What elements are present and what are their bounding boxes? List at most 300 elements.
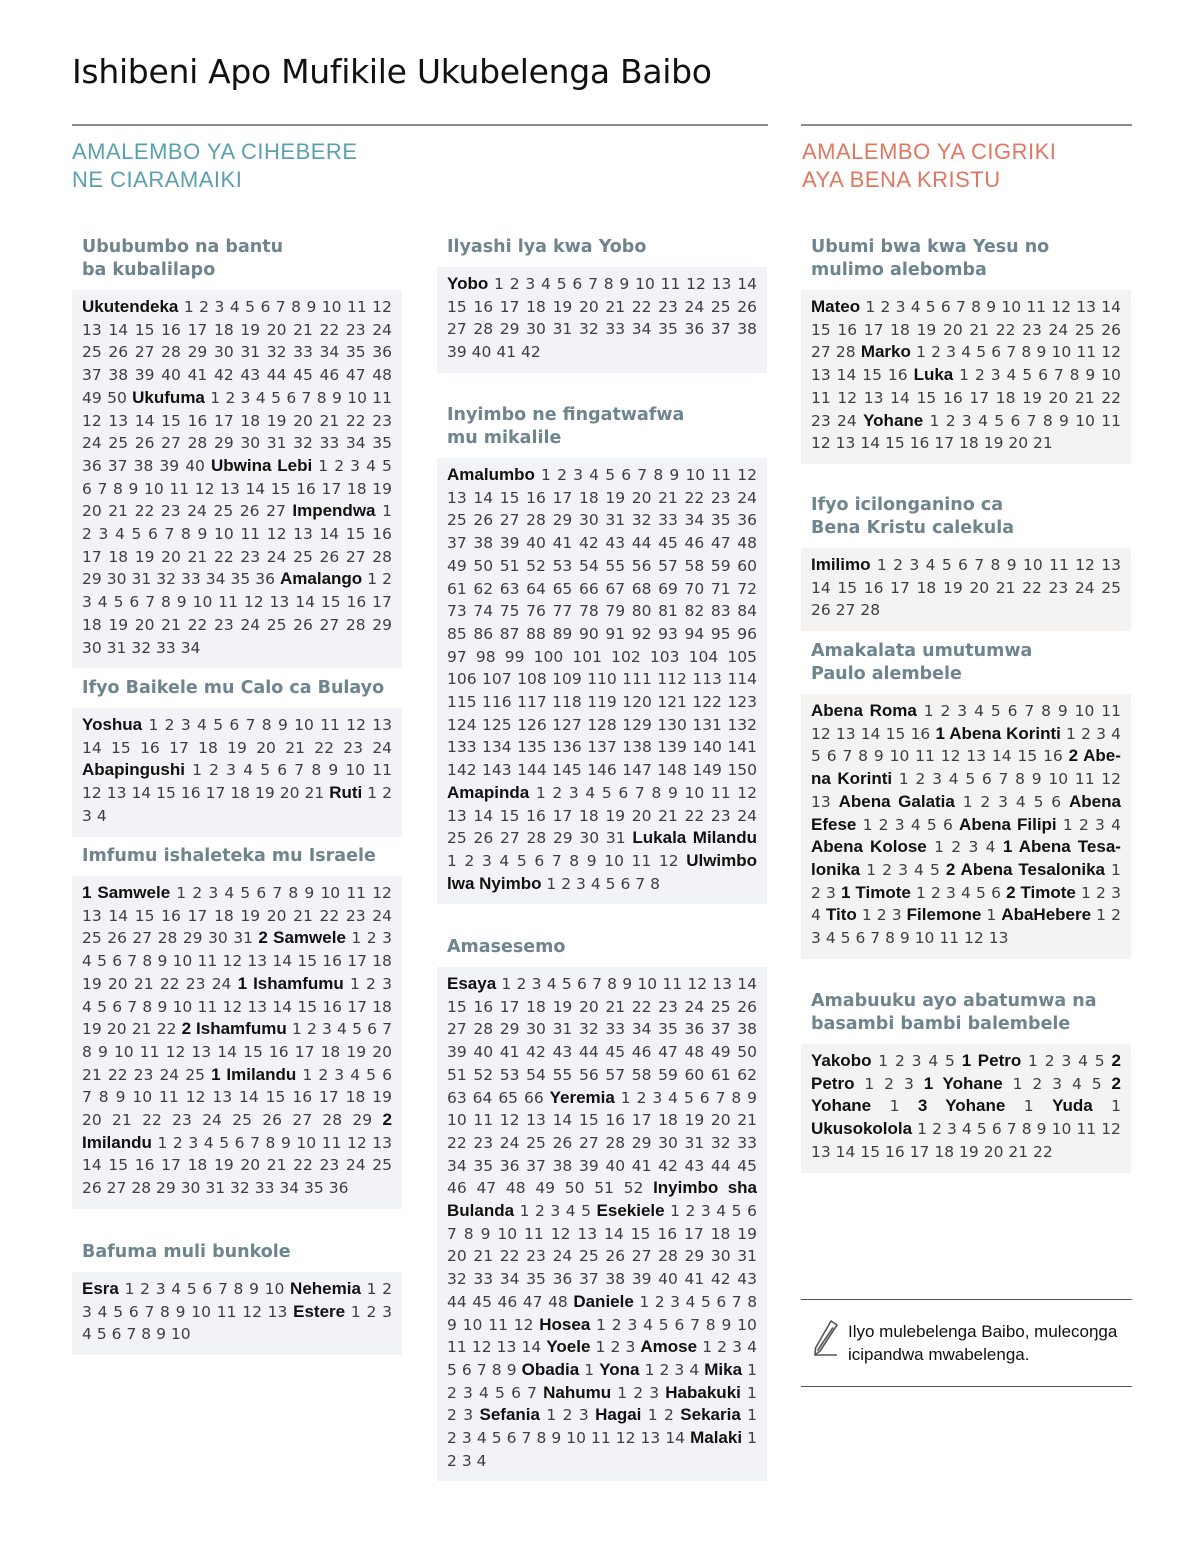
chapter-number[interactable]: 20: [161, 547, 181, 566]
chapter-number[interactable]: 9: [667, 783, 678, 802]
chapter-number[interactable]: 5: [990, 702, 1001, 720]
chapter-number[interactable]: 148: [657, 761, 687, 780]
chapter-number[interactable]: 72: [737, 579, 758, 598]
chapter-number[interactable]: 13: [835, 434, 856, 453]
chapter-number[interactable]: 7: [870, 929, 881, 948]
chapter-number[interactable]: 43: [240, 366, 261, 385]
chapter-number[interactable]: 59: [710, 556, 731, 575]
chapter-number[interactable]: 11: [320, 716, 340, 734]
chapter-number[interactable]: 9: [480, 1224, 491, 1243]
chapter-number[interactable]: 19: [605, 806, 626, 825]
chapter-number[interactable]: 18: [959, 434, 979, 453]
chapter-number[interactable]: 21: [82, 1065, 102, 1084]
chapter-number[interactable]: 6: [202, 1280, 213, 1298]
chapter-number[interactable]: 10: [172, 952, 193, 971]
chapter-number[interactable]: 36: [684, 320, 705, 339]
chapter-number[interactable]: 11: [372, 388, 393, 407]
chapter-number[interactable]: 31: [205, 1179, 226, 1198]
chapter-number[interactable]: 13: [988, 929, 1009, 948]
chapter-number[interactable]: 50: [107, 388, 127, 407]
chapter-number[interactable]: 14: [295, 593, 315, 612]
chapter-number[interactable]: 111: [622, 670, 652, 689]
chapter-number[interactable]: 109: [552, 670, 582, 689]
chapter-number[interactable]: 1: [617, 1383, 628, 1402]
chapter-number[interactable]: 3: [1052, 1074, 1063, 1093]
chapter-number[interactable]: 1: [670, 1202, 680, 1221]
chapter-number[interactable]: 1: [878, 1052, 889, 1070]
chapter-number[interactable]: 2: [382, 1280, 393, 1298]
chapter-number[interactable]: 4: [643, 1315, 653, 1334]
chapter-number[interactable]: 39: [447, 1043, 467, 1062]
chapter-number[interactable]: 12: [1101, 343, 1122, 362]
chapter-number[interactable]: 17: [161, 1156, 181, 1175]
chapter-number[interactable]: 43: [605, 534, 626, 553]
chapter-number[interactable]: 3: [82, 1302, 92, 1321]
chapter-number[interactable]: 9: [128, 479, 139, 498]
chapter-number[interactable]: 116: [482, 693, 512, 712]
chapter-number[interactable]: 84: [737, 602, 758, 621]
chapter-number[interactable]: 20: [293, 411, 313, 430]
chapter-number[interactable]: 37: [526, 1156, 546, 1175]
chapter-number[interactable]: 2: [516, 975, 527, 993]
chapter-number[interactable]: 36: [372, 343, 393, 362]
chapter-number[interactable]: 3: [463, 1383, 473, 1402]
chapter-number[interactable]: 93: [658, 624, 678, 643]
chapter-number[interactable]: 45: [605, 1043, 626, 1062]
chapter-number[interactable]: 10: [132, 1088, 153, 1107]
chapter-number[interactable]: 5: [976, 1120, 987, 1139]
chapter-number[interactable]: 21: [473, 1247, 494, 1266]
chapter-number[interactable]: 3: [226, 761, 237, 780]
chapter-number[interactable]: 3: [1061, 1052, 1072, 1070]
chapter-number[interactable]: 42: [213, 366, 234, 385]
chapter-number[interactable]: 4: [350, 1065, 361, 1084]
chapter-number[interactable]: 6: [534, 851, 545, 870]
chapter-number[interactable]: 47: [710, 534, 731, 553]
chapter-number[interactable]: 25: [185, 1065, 205, 1084]
chapter-number[interactable]: 4: [476, 1429, 487, 1448]
chapter-number[interactable]: 107: [482, 670, 512, 689]
chapter-number[interactable]: 5: [240, 884, 251, 902]
chapter-number[interactable]: 8: [705, 1315, 716, 1334]
chapter-number[interactable]: 12: [1075, 556, 1095, 574]
chapter-number[interactable]: 17: [890, 578, 910, 597]
chapter-number[interactable]: 3: [649, 1383, 660, 1402]
chapter-number[interactable]: 10: [296, 1133, 317, 1152]
chapter-number[interactable]: 2: [931, 883, 941, 902]
chapter-number[interactable]: 7: [1006, 343, 1017, 362]
chapter-number[interactable]: 19: [916, 320, 937, 339]
chapter-number[interactable]: 15: [156, 784, 176, 803]
chapter-number[interactable]: 4: [1006, 366, 1017, 385]
chapter-number[interactable]: 12: [243, 593, 264, 612]
chapter-number[interactable]: 16: [296, 479, 316, 498]
chapter-number[interactable]: 35: [345, 343, 366, 362]
chapter-number[interactable]: 9: [1036, 1120, 1047, 1139]
chapter-number[interactable]: 7: [637, 466, 648, 484]
chapter-number[interactable]: 18: [187, 1156, 208, 1175]
chapter-number[interactable]: 9: [176, 593, 187, 612]
chapter-number[interactable]: 3: [573, 466, 583, 484]
chapter-number[interactable]: 64: [472, 1088, 493, 1107]
chapter-number[interactable]: 15: [447, 297, 467, 316]
chapter-number[interactable]: 4: [479, 1383, 489, 1402]
chapter-number[interactable]: 58: [684, 556, 705, 575]
chapter-number[interactable]: 20: [372, 1042, 392, 1061]
chapter-number[interactable]: 28: [161, 343, 181, 362]
chapter-number[interactable]: 7: [164, 525, 175, 544]
chapter-number[interactable]: 19: [684, 1111, 705, 1130]
chapter-number[interactable]: 5: [581, 1202, 592, 1221]
chapter-number[interactable]: 19: [552, 297, 573, 316]
chapter-number[interactable]: 23: [1022, 320, 1042, 339]
chapter-number[interactable]: 1: [367, 784, 378, 803]
chapter-number[interactable]: 17: [909, 1142, 930, 1161]
chapter-number[interactable]: 147: [622, 761, 652, 780]
chapter-number[interactable]: 4: [961, 883, 971, 902]
chapter-number[interactable]: 15: [885, 434, 905, 453]
chapter-number[interactable]: 7: [588, 275, 598, 293]
chapter-number[interactable]: 30: [578, 511, 599, 530]
chapter-number[interactable]: 21: [1074, 388, 1095, 407]
chapter-number[interactable]: 47: [658, 1043, 678, 1062]
chapter-number[interactable]: 4: [366, 456, 376, 475]
chapter-number[interactable]: 34: [447, 1156, 467, 1175]
chapter-number[interactable]: 7: [1053, 366, 1064, 385]
chapter-number[interactable]: 1: [494, 275, 504, 293]
chapter-number[interactable]: 24: [684, 297, 705, 316]
chapter-number[interactable]: 3: [82, 806, 92, 825]
chapter-number[interactable]: 3: [568, 783, 579, 802]
chapter-number[interactable]: 26: [319, 547, 340, 566]
chapter-number[interactable]: 29: [372, 615, 393, 634]
chapter-number[interactable]: 28: [860, 601, 881, 620]
chapter-number[interactable]: 33: [254, 1179, 275, 1198]
chapter-number[interactable]: 4: [171, 1280, 182, 1298]
chapter-number[interactable]: 9: [331, 388, 342, 407]
chapter-number[interactable]: 9: [619, 275, 630, 293]
chapter-number[interactable]: 133: [447, 738, 477, 757]
chapter-number[interactable]: 22: [1022, 578, 1042, 597]
chapter-number[interactable]: 6: [256, 884, 267, 902]
chapter-number[interactable]: 24: [372, 906, 393, 925]
chapter-number[interactable]: 15: [916, 388, 937, 407]
chapter-number[interactable]: 1: [915, 883, 926, 902]
chapter-number[interactable]: 41: [187, 366, 208, 385]
chapter-number[interactable]: 4: [197, 716, 207, 734]
chapter-number[interactable]: 7: [635, 874, 646, 893]
chapter-number[interactable]: 29: [684, 1247, 705, 1266]
chapter-number[interactable]: 64: [526, 579, 546, 598]
chapter-number[interactable]: 2: [664, 1406, 674, 1425]
chapter-number[interactable]: 96: [737, 624, 758, 643]
chapter-number[interactable]: 6: [991, 1120, 1002, 1139]
chapter-number[interactable]: 13: [191, 1042, 212, 1061]
chapter-number[interactable]: 16: [187, 411, 208, 430]
chapter-number[interactable]: 18: [346, 479, 367, 498]
chapter-number[interactable]: 36: [82, 456, 102, 475]
chapter-number[interactable]: 34: [631, 320, 652, 339]
chapter-number[interactable]: 25: [710, 997, 731, 1016]
chapter-number[interactable]: 23: [345, 320, 366, 339]
chapter-number[interactable]: 4: [925, 556, 936, 574]
chapter-number[interactable]: 8: [1021, 343, 1032, 362]
chapter-number[interactable]: 8: [651, 783, 662, 802]
chapter-number[interactable]: 31: [233, 929, 253, 948]
chapter-number[interactable]: 27: [835, 601, 856, 620]
chapter-number[interactable]: 22: [134, 502, 155, 521]
chapter-number[interactable]: 4: [948, 770, 959, 789]
chapter-number[interactable]: 12: [372, 298, 392, 316]
chapter-number[interactable]: 5: [516, 851, 527, 870]
chapter-number[interactable]: 1: [183, 298, 194, 316]
chapter-number[interactable]: 26: [605, 1247, 626, 1266]
chapter-number[interactable]: 26: [239, 502, 260, 521]
chapter-number[interactable]: 37: [447, 534, 467, 553]
chapter-number[interactable]: 8: [141, 1325, 152, 1344]
chapter-number[interactable]: 4: [985, 838, 996, 857]
chapter-number[interactable]: 11: [218, 593, 238, 612]
chapter-number[interactable]: 36: [328, 1179, 349, 1198]
chapter-number[interactable]: 13: [267, 1302, 288, 1321]
chapter-number[interactable]: 66: [578, 579, 599, 598]
chapter-number[interactable]: 3: [946, 343, 957, 362]
chapter-number[interactable]: 16: [180, 784, 201, 803]
chapter-number[interactable]: 49: [535, 1179, 556, 1198]
chapter-number[interactable]: 28: [473, 1020, 494, 1039]
chapter-number[interactable]: 9: [669, 466, 680, 484]
chapter-number[interactable]: 3: [550, 1202, 561, 1221]
chapter-number[interactable]: 28: [526, 511, 546, 530]
chapter-number[interactable]: 13: [863, 388, 884, 407]
chapter-number[interactable]: 1: [192, 761, 202, 780]
chapter-number[interactable]: 27: [447, 320, 467, 339]
chapter-number[interactable]: 15: [499, 488, 520, 507]
chapter-number[interactable]: 1: [986, 906, 997, 925]
chapter-number[interactable]: 5: [1033, 792, 1044, 811]
chapter-number[interactable]: 101: [572, 647, 603, 666]
chapter-number[interactable]: 4: [974, 702, 984, 720]
chapter-number[interactable]: 2: [447, 1406, 457, 1425]
chapter-number[interactable]: 23: [343, 738, 364, 757]
chapter-number[interactable]: 11: [372, 761, 393, 780]
chapter-number[interactable]: 18: [108, 547, 129, 566]
chapter-number[interactable]: 29: [552, 829, 573, 848]
chapter-number[interactable]: 21: [304, 784, 325, 803]
chapter-number[interactable]: 40: [471, 343, 492, 362]
chapter-number[interactable]: 1: [367, 570, 378, 589]
chapter-number[interactable]: 26: [108, 343, 129, 362]
chapter-number[interactable]: 33: [605, 320, 626, 339]
chapter-number[interactable]: 7: [1006, 1120, 1017, 1139]
chapter-number[interactable]: 17: [683, 1224, 704, 1243]
chapter-number[interactable]: 7: [956, 298, 966, 316]
chapter-number[interactable]: 1: [1111, 860, 1121, 879]
chapter-number[interactable]: 38: [473, 534, 494, 553]
chapter-number[interactable]: 13: [835, 724, 856, 743]
chapter-number[interactable]: 5: [366, 1065, 377, 1084]
chapter-number[interactable]: 2: [940, 702, 951, 720]
chapter-number[interactable]: 6: [234, 1133, 245, 1152]
chapter-number[interactable]: 78: [578, 602, 599, 621]
chapter-number[interactable]: 3: [903, 1074, 914, 1093]
chapter-number[interactable]: 31: [737, 1247, 758, 1266]
chapter-number[interactable]: 3: [998, 792, 1009, 811]
chapter-number[interactable]: 22: [107, 1065, 128, 1084]
chapter-number[interactable]: 3: [214, 298, 225, 316]
chapter-number[interactable]: 17: [372, 593, 392, 612]
chapter-number[interactable]: 12: [687, 975, 708, 993]
chapter-number[interactable]: 5: [495, 1383, 505, 1402]
chapter-number[interactable]: 58: [631, 1065, 652, 1084]
chapter-number[interactable]: 1: [1028, 1052, 1038, 1070]
chapter-number[interactable]: 29: [213, 434, 234, 453]
chapter-number[interactable]: 50: [564, 1179, 585, 1198]
chapter-number[interactable]: 12: [372, 884, 392, 902]
chapter-number[interactable]: 27: [292, 1111, 313, 1130]
chapter-number[interactable]: 25: [578, 1247, 599, 1266]
chapter-number[interactable]: 5: [97, 952, 107, 971]
chapter-number[interactable]: 63: [499, 579, 520, 598]
chapter-number[interactable]: 13: [447, 806, 467, 825]
chapter-number[interactable]: 52: [526, 556, 546, 575]
chapter-number[interactable]: 19: [552, 997, 573, 1016]
chapter-number[interactable]: 71: [710, 579, 731, 598]
chapter-number[interactable]: 82: [684, 602, 705, 621]
chapter-number[interactable]: 12: [1101, 770, 1122, 789]
chapter-number[interactable]: 48: [548, 1292, 568, 1311]
chapter-number[interactable]: 12: [346, 716, 366, 734]
chapter-number[interactable]: 23: [710, 806, 731, 825]
chapter-number[interactable]: 23: [345, 906, 366, 925]
chapter-number[interactable]: 27: [106, 1179, 127, 1198]
chapter-number[interactable]: 28: [526, 829, 547, 848]
chapter-number[interactable]: 36: [499, 1156, 520, 1175]
chapter-number[interactable]: 11: [447, 1338, 467, 1357]
chapter-number[interactable]: 26: [107, 929, 127, 948]
chapter-number[interactable]: 8: [82, 1042, 92, 1061]
chapter-number[interactable]: 26: [811, 601, 831, 620]
chapter-number[interactable]: 41: [684, 1270, 705, 1289]
chapter-number[interactable]: 1: [501, 975, 512, 993]
chapter-number[interactable]: 16: [161, 906, 181, 925]
chapter-number[interactable]: 33: [319, 434, 340, 453]
chapter-number[interactable]: 23: [160, 502, 181, 521]
chapter-number[interactable]: 12: [615, 1429, 636, 1448]
chapter-number[interactable]: 3: [240, 388, 251, 407]
chapter-number[interactable]: 27: [499, 829, 520, 848]
chapter-number[interactable]: 13: [247, 997, 268, 1016]
chapter-number[interactable]: 12: [550, 1224, 571, 1243]
chapter-number[interactable]: 2: [140, 1280, 150, 1298]
chapter-number[interactable]: 1: [584, 1360, 595, 1379]
chapter-number[interactable]: 22: [631, 997, 652, 1016]
chapter-number[interactable]: 21: [605, 297, 626, 316]
chapter-number[interactable]: 3: [578, 1406, 589, 1425]
chapter-number[interactable]: 59: [658, 1065, 678, 1084]
chapter-number[interactable]: 15: [1017, 747, 1038, 766]
chapter-number[interactable]: 18: [710, 1224, 731, 1243]
chapter-number[interactable]: 37: [710, 320, 731, 339]
chapter-number[interactable]: 40: [473, 1043, 494, 1062]
chapter-number[interactable]: 9: [747, 1088, 758, 1107]
chapter-number[interactable]: 3: [700, 1202, 711, 1221]
chapter-number[interactable]: 13: [577, 1224, 598, 1243]
chapter-number[interactable]: 35: [710, 511, 731, 530]
chapter-number[interactable]: 9: [1057, 702, 1068, 720]
chapter-number[interactable]: 6: [942, 815, 953, 834]
chapter-number[interactable]: 12: [222, 952, 243, 971]
chapter-number[interactable]: 1: [747, 1406, 758, 1425]
chapter-number[interactable]: 88: [526, 624, 546, 643]
chapter-number[interactable]: 7: [527, 1383, 537, 1402]
chapter-number[interactable]: 1: [351, 929, 362, 948]
chapter-number[interactable]: 18: [320, 1042, 341, 1061]
chapter-number[interactable]: 6: [148, 525, 158, 544]
chapter-number[interactable]: 2: [633, 1383, 644, 1402]
chapter-number[interactable]: 37: [107, 456, 128, 475]
chapter-number[interactable]: 7: [521, 1429, 532, 1448]
chapter-number[interactable]: 9: [1031, 770, 1042, 789]
chapter-number[interactable]: 1: [865, 298, 876, 316]
chapter-number[interactable]: 16: [473, 997, 494, 1016]
chapter-number[interactable]: 51: [594, 1179, 614, 1198]
chapter-number[interactable]: 46: [631, 1043, 652, 1062]
chapter-number[interactable]: 5: [245, 298, 256, 316]
chapter-number[interactable]: 18: [198, 738, 218, 757]
chapter-number[interactable]: 20: [266, 320, 287, 339]
chapter-number[interactable]: 128: [587, 715, 617, 734]
chapter-number[interactable]: 56: [578, 1065, 599, 1084]
chapter-number[interactable]: 13: [372, 716, 393, 734]
chapter-number[interactable]: 7: [1026, 411, 1037, 430]
chapter-number[interactable]: 44: [266, 366, 287, 385]
chapter-number[interactable]: 11: [1049, 556, 1069, 574]
chapter-number[interactable]: 4: [96, 806, 107, 825]
chapter-number[interactable]: 10: [1074, 702, 1095, 720]
chapter-number[interactable]: 28: [345, 615, 366, 634]
chapter-number[interactable]: 30: [180, 1179, 201, 1198]
chapter-number[interactable]: 22: [319, 906, 340, 925]
chapter-number[interactable]: 17: [347, 952, 367, 971]
chapter-number[interactable]: 10: [889, 747, 910, 766]
chapter-number[interactable]: 5: [926, 815, 937, 834]
chapter-number[interactable]: 43: [684, 1156, 705, 1175]
chapter-number[interactable]: 21: [133, 974, 154, 993]
chapter-number[interactable]: 21: [737, 1111, 758, 1130]
chapter-number[interactable]: 13: [811, 792, 831, 811]
chapter-number[interactable]: 11: [197, 952, 218, 971]
chapter-number[interactable]: 20: [240, 1156, 261, 1175]
chapter-number[interactable]: 14: [319, 525, 340, 544]
chapter-number[interactable]: 3: [911, 1052, 922, 1070]
chapter-number[interactable]: 21: [293, 906, 313, 925]
chapter-number[interactable]: 20: [942, 320, 963, 339]
chapter-number[interactable]: 21: [187, 547, 208, 566]
chapter-number[interactable]: 14: [860, 724, 881, 743]
chapter-number[interactable]: 12: [347, 1133, 367, 1152]
chapter-number[interactable]: 2: [1044, 1052, 1055, 1070]
chapter-number[interactable]: 1: [923, 702, 934, 720]
chapter-number[interactable]: 7: [217, 1280, 228, 1298]
chapter-number[interactable]: 20: [710, 1111, 731, 1130]
chapter-number[interactable]: 20: [134, 615, 155, 634]
chapter-number[interactable]: 4: [825, 929, 836, 948]
chapter-number[interactable]: 18: [526, 297, 546, 316]
chapter-number[interactable]: 23: [240, 547, 261, 566]
chapter-number[interactable]: 28: [473, 320, 494, 339]
chapter-number[interactable]: 10: [1051, 1120, 1072, 1139]
